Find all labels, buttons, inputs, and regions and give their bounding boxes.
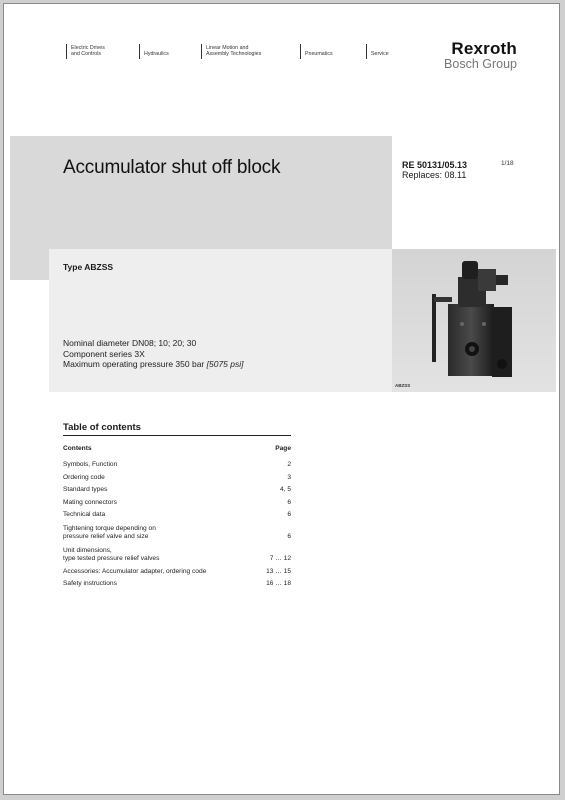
table-of-contents: [63, 445, 291, 589]
replaces-text: Replaces: 08.11: [402, 170, 467, 180]
specifications: [63, 338, 244, 370]
nav-electric-drives[interactable]: Electric Drives and Controls: [66, 44, 105, 59]
toc-row[interactable]: Safety instructions 16 … 18: [63, 580, 291, 588]
toc-row[interactable]: Ordering code 3: [63, 473, 291, 481]
valve-block-image: [392, 249, 556, 392]
toc-heading: Table of contents: [63, 422, 291, 436]
toc-row[interactable]: Tightening torque depending on pressure relief valve and size 6: [63, 525, 291, 541]
brand-logo: [444, 40, 517, 71]
toc-row[interactable]: Symbols, Function 2: [63, 461, 291, 469]
page-title: Accumulator shut off block: [63, 157, 281, 178]
brand-name: Rexroth: [451, 39, 517, 58]
toc-header-row: [63, 445, 291, 457]
brand-group: Bosch Group: [444, 57, 517, 71]
toc-row[interactable]: Accessories: Accumulator adapter, ordering code 13 … 15: [63, 567, 291, 575]
type-label: Type ABZSS: [63, 262, 114, 272]
toc-col-page: Page: [275, 445, 291, 452]
toc-row[interactable]: Unit dimensions, type tested pressure relief valves 7 … 12: [63, 547, 291, 563]
toc-row[interactable]: Technical data 6: [63, 511, 291, 519]
toc-col-contents: Contents: [63, 445, 92, 452]
page-count: 1/18: [501, 160, 514, 167]
product-photo: [392, 249, 556, 392]
nav-pneumatics[interactable]: Pneumatics: [300, 44, 333, 59]
toc-row[interactable]: Mating connectors 6: [63, 498, 291, 506]
document-number: RE 50131/05.13: [402, 160, 468, 170]
nav-hydraulics[interactable]: Hydraulics: [139, 44, 169, 59]
photo-caption: ABZSS: [395, 383, 411, 388]
spec-max-pressure: Maximum operating pressure 350 bar [5075 psi]: [63, 359, 244, 369]
nav-service[interactable]: Service: [366, 44, 389, 59]
document-reference: [402, 160, 467, 180]
nav-linear-motion[interactable]: Linear Motion and Assembly Technologies: [201, 44, 261, 59]
spec-component-series: Component series 3X: [63, 348, 145, 359]
spec-nominal-diameter: Nominal diameter DN08; 10; 20; 30: [63, 338, 197, 348]
toc-row[interactable]: Standard types 4, 5: [63, 486, 291, 494]
document-page: [3, 3, 560, 795]
